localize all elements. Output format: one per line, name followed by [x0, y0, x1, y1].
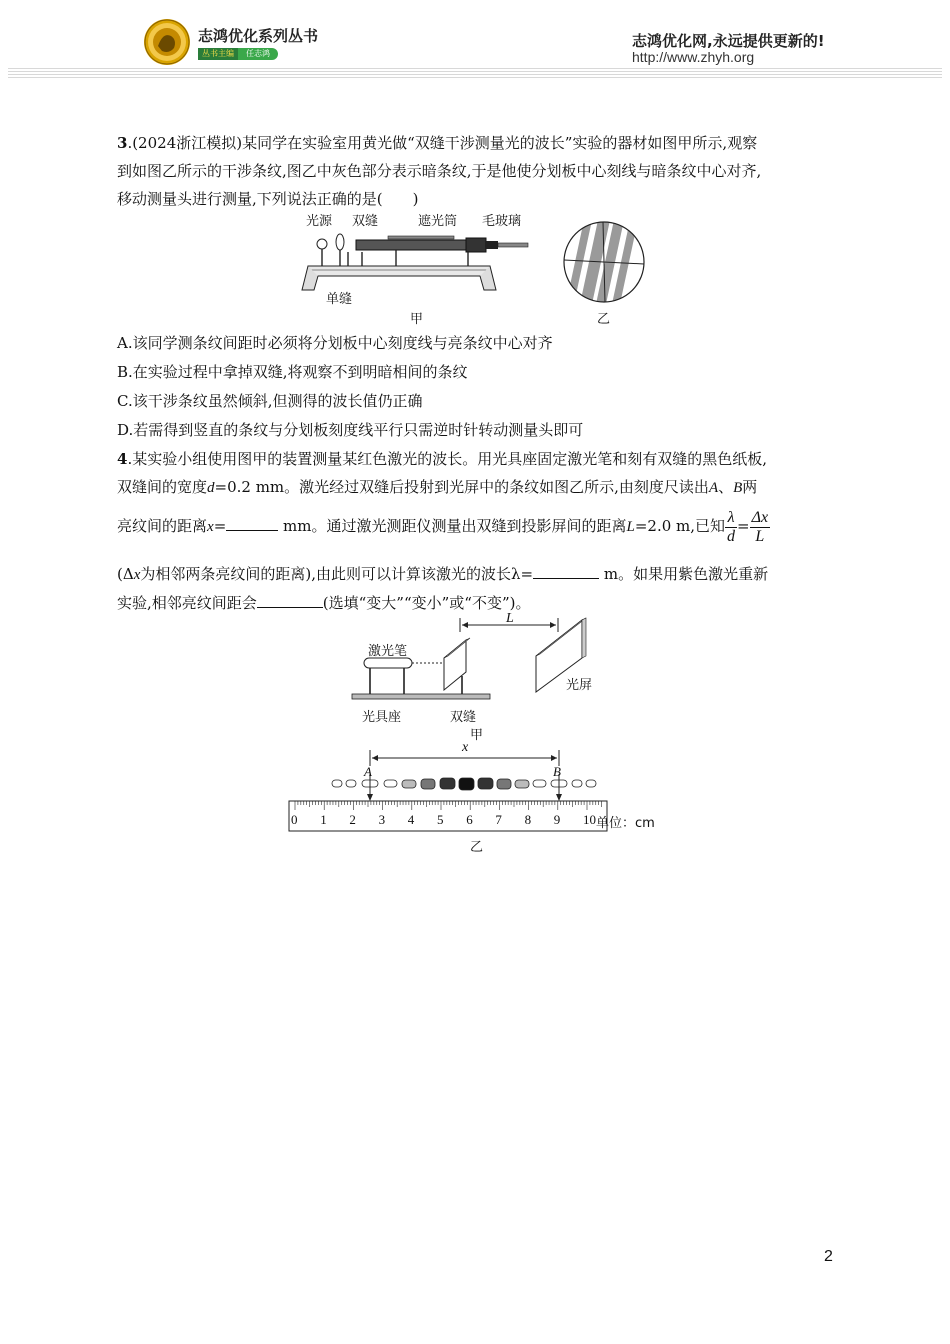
ruler-tick-label: 1 [320, 812, 327, 827]
editor-label: 丛书主编 [198, 48, 238, 60]
q3-number: 3 [117, 134, 128, 152]
series-logo [143, 18, 191, 66]
q3-line-3: 移动测量头进行测量,下列说法正确的是( ) [117, 190, 419, 208]
label-point-b: B [553, 764, 561, 779]
label-double-slit-2: 双缝 [450, 710, 477, 725]
label-optical-bench: 光具座 [362, 710, 402, 725]
label-single-slit: 单缝 [326, 292, 353, 307]
label-shade-tube: 遮光筒 [418, 214, 458, 229]
q4-line-1: 4.某实验小组使用图甲的装置测量某红色激光的波长。用光具座固定激光笔和刻有双缝的黑色纸板, [117, 450, 767, 468]
q4-figure-a [350, 612, 610, 742]
q4-line-3: 亮纹间的距离x= mm。通过激光测距仪测量出双缝到投影屏间的距离L=2.0 m,已知 $\frac{\lambda}{d}$ = $\frac{\Delta x}{L}$ [117, 508, 769, 545]
header [0, 0, 950, 80]
ruler-tick-label: 0 [291, 812, 298, 827]
q3-option-b: B.在实验过程中拿掉双缝,将观察不到明暗相间的条纹 [117, 363, 468, 381]
ruler-tick-label: 2 [349, 812, 356, 827]
q3-option-a: A.该同学测条纹间距时必须将分划板中心刻度线与亮条纹中心对齐 [117, 334, 553, 352]
q4-number: 4 [117, 450, 128, 468]
q4-line-2: 双缝间的宽度d=0.2 mm。激光经过双缝后投射到光屏中的条纹如图乙所示,由刻度尺读出A、B两 [117, 478, 758, 496]
ruler-tick-label: 8 [524, 812, 532, 827]
q3-option-d: D.若需得到竖直的条纹与分划板刻度线平行只需逆时针转动测量头即可 [117, 421, 584, 439]
label-unit: 单位：cm [596, 816, 655, 831]
label-screen: 光屏 [566, 678, 593, 693]
editor-badge [198, 48, 278, 60]
label-distance-l: L [506, 611, 514, 626]
answer-blank-lambda[interactable] [533, 562, 599, 579]
label-frosted-glass: 毛玻璃 [482, 214, 522, 229]
label-light-source: 光源 [306, 214, 333, 229]
ruler-tick-label: 9 [553, 812, 561, 827]
fraction-lambda-over-d: $\frac{\lambda}{d}$ [727, 508, 736, 545]
q4-line-5: 实验,相邻亮纹间距会 (选填“变大”“变小”或“不变”)。 [117, 591, 837, 614]
label-laser-pen: 激光笔 [368, 644, 408, 659]
page-number: 2 [824, 1248, 833, 1265]
q3-figure-a [300, 208, 540, 328]
ruler-tick-label: 7 [495, 812, 502, 827]
label-span-x: x [462, 740, 469, 755]
q3-option-c: C.该干涉条纹虽然倾斜,但测得的波长值仍正确 [117, 392, 423, 410]
label-fig-b-2: 乙 [470, 840, 484, 855]
ruler-tick-label: 10 [583, 812, 596, 827]
q3-figure-b [560, 220, 650, 326]
label-fig-a: 甲 [410, 312, 424, 327]
fraction-dx-over-l: $\frac{\Delta x}{L}$ [751, 508, 769, 545]
editor-name: 任志鸿 [238, 48, 278, 60]
ruler-tick-label: 3 [378, 812, 386, 827]
q3-line-2: 到如图乙所示的干涉条纹,图乙中灰色部分表示暗条纹,于是他使分划板中心刻线与暗条纹中心对齐, [117, 162, 762, 180]
answer-blank-spacing[interactable] [257, 591, 323, 608]
site-url: http://www.zhyh.org [632, 49, 755, 65]
ruler-tick-label: 4 [407, 812, 415, 827]
ruler-tick-label: 5 [437, 812, 444, 827]
label-double-slit: 双缝 [352, 214, 379, 229]
header-rule [8, 68, 942, 78]
series-title: 志鸿优化系列丛书 [198, 27, 319, 45]
fringe-view [562, 220, 646, 304]
label-fig-b: 乙 [597, 312, 611, 327]
q3-line-1: 3.(2024浙江模拟)某同学在实验室用黄光做“双缝干涉测量光的波长”实验的器材如图甲所示,观察 [117, 134, 758, 152]
q4-figure-b [280, 738, 680, 856]
answer-blank-x[interactable] [226, 514, 278, 531]
label-fig-a-2: 甲 [470, 728, 484, 743]
label-point-a: A [364, 764, 372, 779]
q4-line-4: (Δx为相邻两条亮纹间的距离),由此则可以计算该激光的波长λ= m。如果用紫色激光重新 [117, 562, 837, 586]
slogan: 志鸿优化网,永远提供更新的! [632, 32, 825, 50]
ruler-tick-label: 6 [466, 812, 473, 827]
